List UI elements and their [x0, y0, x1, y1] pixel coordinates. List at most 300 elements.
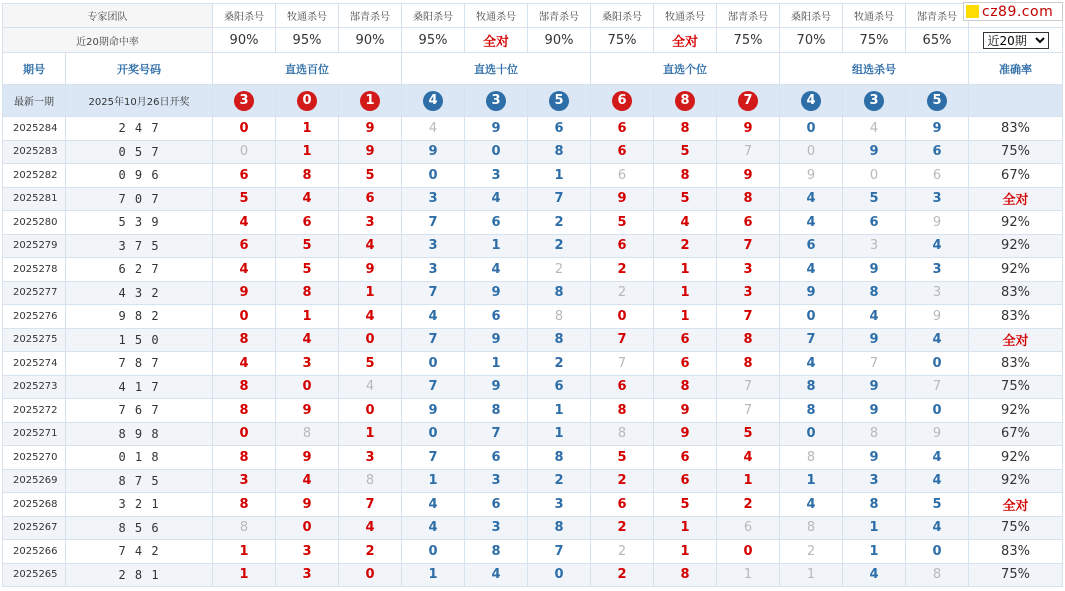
kill-number: 4 — [465, 258, 528, 282]
expert-name[interactable]: 郜青杀号 — [528, 4, 591, 28]
kill-number: 2 — [528, 469, 591, 493]
latest-accuracy-empty — [969, 85, 1063, 117]
expert-name[interactable]: 郜青杀号 — [906, 4, 969, 28]
kill-number: 2 — [339, 540, 402, 564]
kill-number: 6 — [465, 446, 528, 470]
expert-name[interactable]: 牧通杀号 — [654, 4, 717, 28]
history-rows — [3, 117, 1063, 587]
accuracy-value: 75% — [969, 375, 1063, 399]
kill-number: 5 — [843, 187, 906, 211]
expert-name[interactable]: 牧通杀号 — [276, 4, 339, 28]
kill-number: 9 — [843, 140, 906, 164]
expert-name[interactable]: 郜青杀号 — [339, 4, 402, 28]
kill-number: 9 — [654, 399, 717, 423]
hit-rate-value: 75% — [591, 28, 654, 53]
draw-numbers: 4 3 2 — [66, 281, 213, 305]
kill-number: 4 — [213, 258, 276, 282]
kill-number: 4 — [276, 187, 339, 211]
kill-number: 6 — [528, 375, 591, 399]
expert-name[interactable]: 桑阳杀号 — [402, 4, 465, 28]
kill-number: 0 — [213, 305, 276, 329]
kill-number: 6 — [591, 140, 654, 164]
draw-numbers: 2 4 7 — [66, 117, 213, 141]
kill-number: 3 — [213, 469, 276, 493]
table-row — [3, 258, 1063, 282]
table-row — [3, 446, 1063, 470]
kill-number: 9 — [780, 281, 843, 305]
issue-number: 2025265 — [3, 563, 66, 587]
table-row — [3, 516, 1063, 540]
hit-rate-value: 95% — [276, 28, 339, 53]
table-row — [3, 540, 1063, 564]
latest-ball-cell — [843, 85, 906, 117]
latest-draw-row — [3, 85, 1063, 117]
kill-number: 5 — [906, 493, 969, 517]
kill-number: 6 — [528, 117, 591, 141]
kill-number: 7 — [528, 187, 591, 211]
accuracy-value: 83% — [969, 117, 1063, 141]
kill-number: 1 — [465, 352, 528, 376]
kill-number: 2 — [591, 563, 654, 587]
kill-number: 8 — [528, 328, 591, 352]
accuracy-value: 75% — [969, 516, 1063, 540]
kill-number: 1 — [654, 516, 717, 540]
kill-number: 3 — [528, 493, 591, 517]
kill-number: 4 — [843, 305, 906, 329]
hit-rate-row — [3, 28, 1063, 53]
issue-number: 2025280 — [3, 211, 66, 235]
hit-rate-value: 95% — [402, 28, 465, 53]
expert-name[interactable]: 桑阳杀号 — [591, 4, 654, 28]
kill-number: 6 — [906, 164, 969, 188]
section-header-row — [3, 53, 1063, 85]
kill-number: 3 — [717, 281, 780, 305]
kill-number: 3 — [402, 258, 465, 282]
kill-number: 7 — [906, 375, 969, 399]
kill-number: 1 — [213, 563, 276, 587]
latest-ball-cell — [906, 85, 969, 117]
kill-number: 7 — [402, 281, 465, 305]
kill-number: 7 — [717, 234, 780, 258]
kill-number: 4 — [276, 328, 339, 352]
kill-number: 9 — [465, 117, 528, 141]
number-ball: 3 — [864, 91, 884, 111]
expert-name[interactable]: 牧通杀号 — [465, 4, 528, 28]
kill-number: 8 — [654, 164, 717, 188]
kill-number: 6 — [717, 516, 780, 540]
kill-number: 8 — [339, 469, 402, 493]
latest-ball-cell — [339, 85, 402, 117]
kill-number: 8 — [528, 446, 591, 470]
kill-number: 5 — [591, 211, 654, 235]
table-row — [3, 305, 1063, 329]
kill-number: 7 — [780, 328, 843, 352]
kill-number: 9 — [465, 328, 528, 352]
hit-rate-value: 90% — [339, 28, 402, 53]
kill-number: 9 — [465, 281, 528, 305]
kill-number: 2 — [528, 234, 591, 258]
kill-number: 6 — [339, 187, 402, 211]
issue-number: 2025279 — [3, 234, 66, 258]
kill-number: 4 — [906, 469, 969, 493]
issue-number: 2025277 — [3, 281, 66, 305]
kill-number: 8 — [780, 375, 843, 399]
kill-number: 3 — [465, 516, 528, 540]
accuracy-value: 92% — [969, 469, 1063, 493]
kill-number: 3 — [276, 352, 339, 376]
kill-number: 9 — [402, 399, 465, 423]
kill-number: 4 — [780, 187, 843, 211]
period-select[interactable] — [983, 32, 1049, 49]
kill-number: 1 — [528, 164, 591, 188]
draw-numbers: 5 3 9 — [66, 211, 213, 235]
kill-number: 1 — [213, 540, 276, 564]
kill-number: 8 — [591, 399, 654, 423]
kill-number: 3 — [465, 164, 528, 188]
draw-numbers: 6 2 7 — [66, 258, 213, 282]
kill-number: 4 — [339, 234, 402, 258]
kill-number: 0 — [780, 140, 843, 164]
kill-number: 7 — [717, 399, 780, 423]
kill-number: 0 — [213, 117, 276, 141]
kill-number: 3 — [276, 540, 339, 564]
kill-number: 3 — [339, 446, 402, 470]
kill-number: 9 — [276, 399, 339, 423]
accuracy-value: 67% — [969, 422, 1063, 446]
latest-ball-cell — [276, 85, 339, 117]
kill-number: 9 — [276, 493, 339, 517]
kill-number: 4 — [465, 187, 528, 211]
latest-ball-cell — [528, 85, 591, 117]
kill-number: 5 — [591, 446, 654, 470]
accuracy-value: 92% — [969, 258, 1063, 282]
kill-number: 4 — [402, 117, 465, 141]
kill-number: 9 — [906, 211, 969, 235]
kill-number: 8 — [591, 422, 654, 446]
accuracy-value: 83% — [969, 305, 1063, 329]
accuracy-value: 75% — [969, 140, 1063, 164]
kill-number: 1 — [465, 234, 528, 258]
kill-number: 0 — [528, 563, 591, 587]
accuracy-value: 92% — [969, 234, 1063, 258]
expert-name[interactable]: 郜青杀号 — [717, 4, 780, 28]
kill-number: 1 — [276, 140, 339, 164]
kill-number: 8 — [717, 328, 780, 352]
kill-number: 1 — [276, 117, 339, 141]
number-ball: 3 — [486, 91, 506, 111]
kill-number: 1 — [654, 540, 717, 564]
expert-header-row — [3, 4, 1063, 28]
kill-number: 9 — [906, 422, 969, 446]
hit-rate-label: 近20期命中率 — [3, 28, 213, 53]
kill-number: 8 — [780, 516, 843, 540]
kill-number: 2 — [528, 352, 591, 376]
kill-number: 1 — [654, 258, 717, 282]
issue-number: 2025281 — [3, 187, 66, 211]
kill-number: 4 — [339, 375, 402, 399]
tens-header: 直选十位 — [402, 53, 591, 85]
kill-number: 9 — [654, 422, 717, 446]
accuracy-value: 67% — [969, 164, 1063, 188]
kill-number: 0 — [402, 164, 465, 188]
kill-number: 2 — [780, 540, 843, 564]
issue-number: 2025283 — [3, 140, 66, 164]
kill-number: 0 — [276, 375, 339, 399]
kill-number: 0 — [906, 540, 969, 564]
kill-number: 2 — [591, 540, 654, 564]
kill-number: 6 — [213, 164, 276, 188]
kill-number: 7 — [402, 328, 465, 352]
kill-number: 8 — [213, 328, 276, 352]
kill-number: 8 — [906, 563, 969, 587]
kill-number: 1 — [717, 563, 780, 587]
draw-numbers: 7 4 2 — [66, 540, 213, 564]
kill-number: 7 — [717, 375, 780, 399]
kill-number: 2 — [717, 493, 780, 517]
kill-number: 9 — [339, 258, 402, 282]
draw-numbers: 0 9 6 — [66, 164, 213, 188]
kill-number: 1 — [843, 540, 906, 564]
period-select-cell — [969, 28, 1063, 53]
kill-number: 4 — [654, 211, 717, 235]
hit-rate-value: 全对 — [654, 28, 717, 53]
table-row — [3, 422, 1063, 446]
accuracy-value: 全对 — [969, 187, 1063, 211]
issue-number: 2025273 — [3, 375, 66, 399]
kill-number: 7 — [591, 328, 654, 352]
issue-number: 2025269 — [3, 469, 66, 493]
kill-number: 3 — [339, 211, 402, 235]
kill-number: 6 — [780, 234, 843, 258]
kill-number: 2 — [528, 258, 591, 282]
kill-number: 0 — [213, 140, 276, 164]
kill-number: 3 — [906, 187, 969, 211]
kill-number: 1 — [780, 469, 843, 493]
kill-number-table — [2, 3, 1063, 587]
draw-numbers: 7 8 7 — [66, 352, 213, 376]
logo-text: cz89.com — [982, 3, 1054, 20]
issue-number: 2025272 — [3, 399, 66, 423]
kill-number: 3 — [717, 258, 780, 282]
kill-number: 0 — [465, 140, 528, 164]
kill-number: 4 — [906, 328, 969, 352]
issue-number: 2025278 — [3, 258, 66, 282]
kill-number: 6 — [717, 211, 780, 235]
table-row — [3, 211, 1063, 235]
kill-number: 4 — [843, 117, 906, 141]
kill-number: 0 — [906, 399, 969, 423]
kill-number: 7 — [591, 352, 654, 376]
kill-number: 3 — [276, 563, 339, 587]
units-header: 直选个位 — [591, 53, 780, 85]
kill-number: 0 — [402, 540, 465, 564]
kill-number: 0 — [402, 352, 465, 376]
kill-number: 9 — [213, 281, 276, 305]
table-row — [3, 234, 1063, 258]
kill-number: 4 — [465, 563, 528, 587]
kill-number: 0 — [591, 305, 654, 329]
kill-number: 6 — [654, 328, 717, 352]
table-row — [3, 140, 1063, 164]
kill-number: 9 — [843, 258, 906, 282]
table-row — [3, 117, 1063, 141]
kill-number: 0 — [780, 422, 843, 446]
number-ball: 7 — [738, 91, 758, 111]
kill-number: 8 — [654, 117, 717, 141]
kill-number: 8 — [843, 281, 906, 305]
latest-label: 最新一期 — [3, 85, 66, 117]
draw-numbers: 0 1 8 — [66, 446, 213, 470]
number-ball: 1 — [360, 91, 380, 111]
latest-ball-cell — [654, 85, 717, 117]
issue-number: 2025266 — [3, 540, 66, 564]
kill-number: 9 — [906, 117, 969, 141]
number-ball: 5 — [927, 91, 947, 111]
kill-number: 0 — [717, 540, 780, 564]
draw-numbers: 8 7 5 — [66, 469, 213, 493]
kill-number: 6 — [213, 234, 276, 258]
kill-number: 5 — [654, 493, 717, 517]
accuracy-value: 92% — [969, 399, 1063, 423]
kill-number: 5 — [339, 352, 402, 376]
kill-number: 4 — [339, 516, 402, 540]
kill-number: 9 — [276, 446, 339, 470]
kill-number: 8 — [213, 516, 276, 540]
kill-number: 1 — [276, 305, 339, 329]
kill-number: 3 — [906, 281, 969, 305]
issue-number: 2025284 — [3, 117, 66, 141]
kill-number: 8 — [213, 493, 276, 517]
kill-number: 1 — [654, 281, 717, 305]
kill-number: 5 — [276, 234, 339, 258]
table-row — [3, 493, 1063, 517]
kill-number: 4 — [906, 234, 969, 258]
kill-number: 7 — [402, 375, 465, 399]
accuracy-value: 92% — [969, 211, 1063, 235]
expert-name[interactable]: 牧通杀号 — [843, 4, 906, 28]
kill-number: 8 — [213, 399, 276, 423]
latest-ball-cell — [591, 85, 654, 117]
kill-number: 5 — [654, 187, 717, 211]
issue-number: 2025271 — [3, 422, 66, 446]
kill-number: 7 — [717, 140, 780, 164]
latest-date: 2025年10月26日开奖 — [66, 85, 213, 117]
kill-number: 8 — [276, 164, 339, 188]
accuracy-value: 83% — [969, 281, 1063, 305]
latest-ball-cell — [780, 85, 843, 117]
kill-number: 4 — [402, 305, 465, 329]
yellow-square-icon — [966, 5, 979, 18]
site-logo[interactable] — [963, 2, 1063, 21]
latest-ball-cell — [717, 85, 780, 117]
issue-number: 2025268 — [3, 493, 66, 517]
number-ball: 3 — [234, 91, 254, 111]
latest-ball-cell — [213, 85, 276, 117]
kill-number: 4 — [843, 563, 906, 587]
kill-number: 4 — [213, 211, 276, 235]
expert-name[interactable]: 桑阳杀号 — [780, 4, 843, 28]
kill-number: 5 — [339, 164, 402, 188]
kill-number: 8 — [465, 540, 528, 564]
kill-number: 4 — [276, 469, 339, 493]
kill-number: 7 — [465, 422, 528, 446]
kill-number: 4 — [780, 352, 843, 376]
kill-number: 9 — [465, 375, 528, 399]
kill-number: 6 — [591, 164, 654, 188]
hit-rate-value: 75% — [843, 28, 906, 53]
table-row — [3, 375, 1063, 399]
kill-number: 4 — [717, 446, 780, 470]
group-header: 组选杀号 — [780, 53, 969, 85]
number-ball: 4 — [801, 91, 821, 111]
kill-number: 9 — [843, 446, 906, 470]
kill-number: 7 — [843, 352, 906, 376]
accuracy-value: 75% — [969, 563, 1063, 587]
kill-number: 4 — [339, 305, 402, 329]
kill-number: 0 — [339, 563, 402, 587]
kill-number: 8 — [780, 399, 843, 423]
kill-number: 4 — [780, 258, 843, 282]
kill-number: 4 — [402, 516, 465, 540]
latest-ball-cell — [465, 85, 528, 117]
kill-number: 0 — [843, 164, 906, 188]
kill-number: 5 — [276, 258, 339, 282]
table-row — [3, 352, 1063, 376]
kill-number: 1 — [339, 422, 402, 446]
issue-number: 2025276 — [3, 305, 66, 329]
accuracy-value: 全对 — [969, 493, 1063, 517]
kill-number: 1 — [528, 399, 591, 423]
kill-number: 2 — [528, 211, 591, 235]
kill-number: 4 — [213, 352, 276, 376]
kill-number: 9 — [402, 140, 465, 164]
kill-number: 5 — [654, 140, 717, 164]
kill-number: 9 — [843, 399, 906, 423]
accuracy-value: 83% — [969, 540, 1063, 564]
table-row — [3, 563, 1063, 587]
table-row — [3, 187, 1063, 211]
kill-number: 8 — [276, 281, 339, 305]
table-row — [3, 281, 1063, 305]
draw-numbers: 2 8 1 — [66, 563, 213, 587]
draw-header: 开奖号码 — [66, 53, 213, 85]
issue-number: 2025270 — [3, 446, 66, 470]
kill-number: 8 — [213, 446, 276, 470]
draw-numbers: 4 1 7 — [66, 375, 213, 399]
kill-number: 3 — [906, 258, 969, 282]
draw-numbers: 8 5 6 — [66, 516, 213, 540]
kill-number: 7 — [717, 305, 780, 329]
expert-name[interactable]: 桑阳杀号 — [213, 4, 276, 28]
draw-numbers: 3 7 5 — [66, 234, 213, 258]
kill-number: 6 — [591, 375, 654, 399]
kill-number: 7 — [402, 446, 465, 470]
team-label: 专家团队 — [3, 4, 213, 28]
number-ball: 0 — [297, 91, 317, 111]
kill-number: 2 — [591, 469, 654, 493]
issue-header: 期号 — [3, 53, 66, 85]
issue-number: 2025275 — [3, 328, 66, 352]
kill-number: 8 — [528, 140, 591, 164]
hit-rate-value: 90% — [528, 28, 591, 53]
number-ball: 4 — [423, 91, 443, 111]
kill-number: 0 — [780, 305, 843, 329]
kill-number: 9 — [843, 375, 906, 399]
latest-ball-cell — [402, 85, 465, 117]
kill-number: 2 — [591, 258, 654, 282]
hit-rate-value: 70% — [780, 28, 843, 53]
accuracy-value: 83% — [969, 352, 1063, 376]
